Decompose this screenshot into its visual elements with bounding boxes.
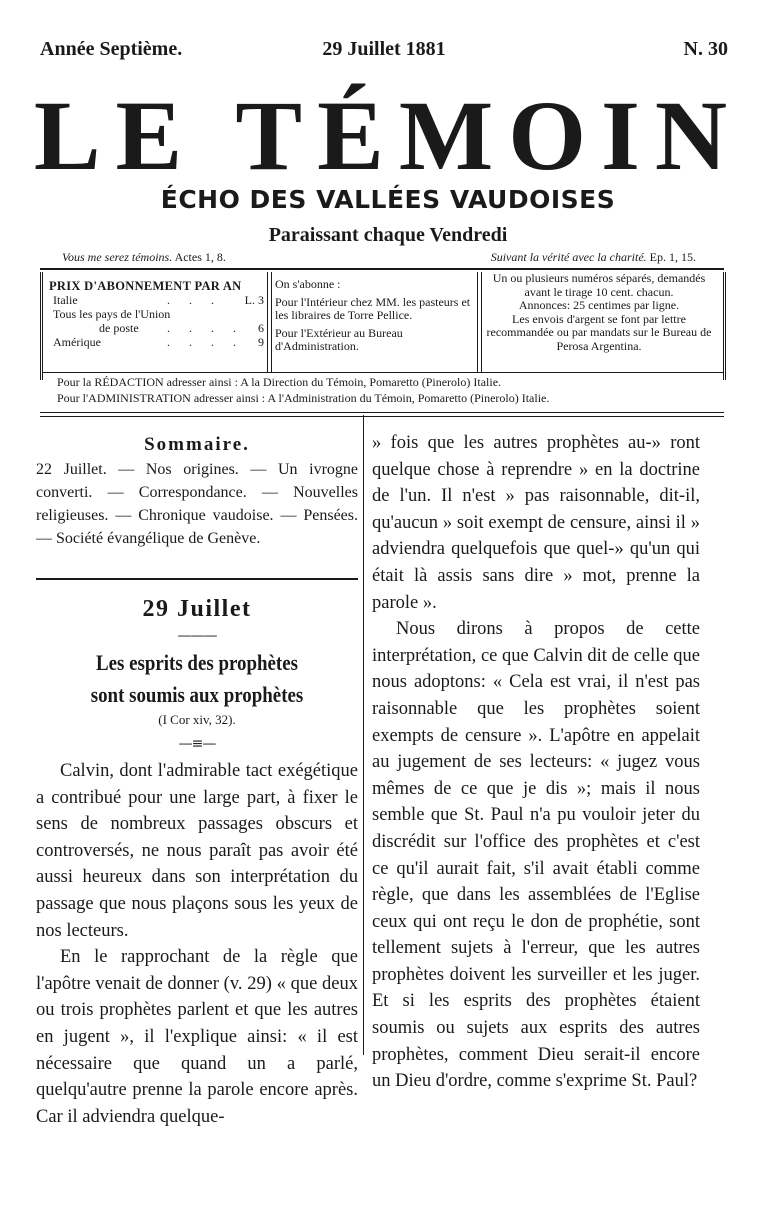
subscribe-exterior: Pour l'Extérieur au Bureau d'Administration. <box>275 325 403 353</box>
price-row <box>49 336 264 350</box>
price-row <box>49 308 264 322</box>
summary-title: Sommaire. <box>144 434 250 455</box>
ornament: ——— <box>177 628 217 644</box>
motto-left <box>62 250 226 265</box>
box-inner-rule <box>43 372 723 373</box>
article-column-right <box>372 430 700 1095</box>
price-dots: . . . . <box>167 320 244 335</box>
summary-rule <box>36 578 358 580</box>
motto-left-text: Vous me serez témoins. <box>62 250 173 264</box>
masthead-subtitle: ÉCHO DES VALLÉES VAUDOISES <box>160 185 616 214</box>
money-note: Les envois d'argent se font par lettre recommandée ou par mandats sur le Bureau de Perosa Argentina. <box>486 311 712 353</box>
motto-right-ref: Ep. 1, 15. <box>649 250 696 264</box>
article-title-line1: Les esprits des prophètes <box>95 650 298 675</box>
address-redaction: Pour la RÉDACTION adresser ainsi : A la Direction du Témoin, Pomaretto (Pinerolo) Italie. <box>57 375 502 389</box>
header-rule <box>40 268 724 270</box>
subscription-box <box>40 271 726 405</box>
publication-frequency: Paraissant chaque Vendredi <box>268 224 508 246</box>
paragraph: » fois que les autres prophètes au-» ront quelque chose à reprendre » en la doctrine de l'un. Il n'est » pas raisonnable, dit-il, qu'aucun » soit exempt de censure, ainsi il » adviendra quelquefois que quel-» qu'un qui était là assis sans dire » mot, prenne la parole ». <box>372 433 700 613</box>
motto-right-text: Suivant la vérité avec la charité. <box>490 250 647 264</box>
box-bottom-rule <box>40 412 724 417</box>
ads-note: Annonces: 25 centimes par ligne. <box>518 298 680 312</box>
price-value: 9 <box>258 334 264 349</box>
mottos <box>62 250 696 266</box>
paragraph: Calvin, dont l'admirable tact exégétique a contribué pour une large part, à fixer le sens de nombreux passages obscurs et controversés, ne nous paraît pas avoir été aussi heureux dans son interprétation du passage que nous plaçons sous les yeux de nos lecteurs. <box>36 761 358 941</box>
address-administration: Pour l'ADMINISTRATION adresser ainsi : A l'Administration du Témoin, Pomaretto (Pinerolo) Italie. <box>57 391 550 405</box>
paragraph: Nous dirons à propos de cette interprétation, ce que Calvin dit de celle que nous adoptons: « Cela est vrai, il n'est pas raisonnable que les prophètes soient exempts de censure ». L'apôtre en appelait au jugement de ses lecteurs: « jugez vous mêmes de ce que je dis »; mais il nous semble que St. Paul n'a pu vouloir jeter du discrédit sur l'office des prophètes et c'est ce qu'il aurait fait, s'il avait établi comme règle, que dans les assemblées de l'Eglise ceux qui ont reçu le don de prophétie, sont tellement sujets à l'erreur, que les autres prophètes doivent les surveiller et les juger. Et si les esprits des prophètes étaient soumis ou sujets aux esprits des autres prophètes, comment Dieu serait-il encore un Dieu d'ordre, comme s'exprime St. Paul? <box>372 619 700 1092</box>
article-reference: (I Cor xiv, 32). <box>158 712 236 727</box>
subscribe-interior: Pour l'Intérieur chez MM. les pasteurs et les libraires de Torre Pellice. <box>275 294 471 322</box>
price-column <box>49 280 264 350</box>
price-row <box>49 322 264 336</box>
price-label: Tous les pays de l'Union <box>53 306 171 321</box>
column-rule <box>363 415 364 1055</box>
price-label: de poste <box>99 320 139 335</box>
issues-note: Un ou plusieurs numéros séparés, demandés avant le tirage 10 cent. chacun. <box>492 271 706 299</box>
dateline <box>40 38 728 62</box>
price-title: PRIX D'ABONNEMENT PAR AN <box>49 279 242 293</box>
paragraph: En le rapprochant de la règle que l'apôtre venait de donner (v. 29) « que deux ou trois prophètes parlent et que les autres en jugent », il l'explique ainsi: « il est nécessaire que quand un a parlé, quelqu'autre prenne la parole encore après. Car il adviendra quelque- <box>36 947 358 1127</box>
price-value: 6 <box>258 320 264 335</box>
price-row <box>49 294 264 308</box>
price-label: Amérique <box>53 334 101 349</box>
subscribe-column <box>275 278 475 358</box>
volume-year: Année Septième. <box>40 38 183 60</box>
article-date-heading: 29 Juillet <box>142 596 252 622</box>
motto-left-ref: Actes 1, 8. <box>174 250 226 264</box>
notes-column <box>485 272 713 353</box>
issue-date: 29 Juillet 1881 <box>322 38 446 60</box>
price-dots: . . . <box>167 292 222 307</box>
price-dots: . . . . <box>167 334 244 349</box>
ornament: —≡— <box>178 736 216 752</box>
article-title-line2: sont soumis aux prophètes <box>90 682 304 707</box>
price-label: Italie <box>53 292 78 307</box>
article-column-left <box>36 758 358 1130</box>
motto-right <box>491 250 696 265</box>
masthead-title: LE TÉMOIN <box>33 80 743 191</box>
summary-text: 22 Juillet. — Nos origines. — Un ivrogne converti. — Correspondance. — Nouvelles religieuses. — Chronique vaudoise. — Pensées. — Société évangélique de Genève. <box>36 461 358 547</box>
column-divider <box>477 272 482 372</box>
column-divider <box>267 272 272 372</box>
price-value: L. 3 <box>244 292 264 307</box>
issue-number: N. 30 <box>683 38 728 60</box>
subscribe-title: On s'abonne : <box>275 277 341 291</box>
